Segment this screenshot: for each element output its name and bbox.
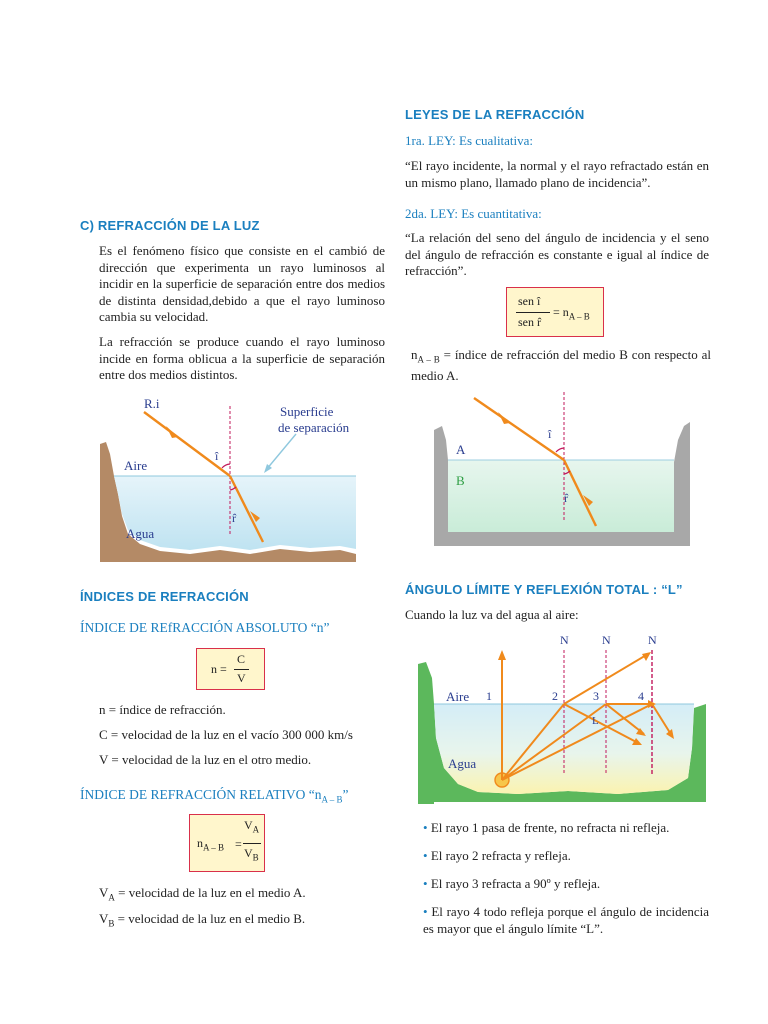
rhs-n: = n [553, 305, 569, 319]
fraction-bar [516, 312, 550, 313]
water-label: Agua [448, 756, 477, 771]
bullet-1 [423, 820, 709, 837]
angle-i-label: î [548, 427, 552, 441]
fraction-bar [234, 669, 249, 670]
n-sub: A – B [203, 842, 225, 853]
snell-den: sen r̂ [518, 315, 541, 329]
formula-den: V [237, 671, 246, 685]
bullet-text: El rayo 4 todo refleja porque el ángulo de incidencia es mayor que el ángulo límite “L”. [423, 904, 709, 936]
formula-relative [189, 814, 265, 872]
limite-heading: ÁNGULO LÍMITE Y REFLEXIÓN TOTAL : “L” [405, 582, 683, 597]
ray-number-2: 2 [552, 689, 558, 703]
vb-sub: B [252, 852, 259, 863]
medium-a-label: A [456, 442, 466, 457]
incident-ray [144, 412, 230, 476]
refraction-figure [100, 394, 360, 566]
relative-title-sub: A – B [321, 794, 343, 805]
ray-label: R.i [144, 396, 160, 411]
n-sub: A – B [417, 354, 440, 365]
arrow-head [264, 464, 272, 473]
arrow-head [498, 650, 506, 660]
total-reflection-figure [418, 628, 706, 804]
vb-symbol: V [99, 911, 109, 926]
formula-num: C [237, 652, 246, 666]
water-label: Agua [126, 526, 155, 541]
formula-rel-lhs [197, 836, 224, 852]
arrow-head [166, 426, 178, 438]
bullet-marker: • [423, 848, 428, 863]
air-label: Aire [446, 689, 470, 704]
n-ab-definition [411, 347, 711, 385]
relative-index-title [80, 787, 349, 805]
normal-label-1: N [560, 633, 569, 647]
va-symbol: V [99, 885, 109, 900]
n-symbol: n [197, 836, 203, 850]
n-symbol: n [411, 347, 418, 362]
def-v: V = velocidad de la luz en el otro medio. [99, 752, 312, 767]
angle-r-label: r̂ [232, 511, 236, 525]
law2-title: 2da. LEY: Es cuantitativa: [405, 206, 542, 221]
refraction-ab-figure [434, 390, 692, 548]
vb-text: = velocidad de la luz en el medio B. [117, 911, 306, 926]
law1-title: 1ra. LEY: Es cualitativa: [405, 133, 534, 148]
surface-label-1: Superficie [280, 404, 334, 419]
def-n: n = índice de refracción. [99, 702, 226, 717]
law2-text: “La relación del seno del ángulo de incidencia y el seno del ángulo de refracción es constante e igual al índice de refracción”. [405, 230, 709, 278]
n-ab-text: = índice de refracción del medio B con respecto al medio A. [411, 347, 711, 384]
section-c-heading: C) REFRACCIÓN DE LA LUZ [80, 218, 260, 233]
def-c: C = velocidad de la luz en el vacío 300 000 km/s [99, 727, 353, 742]
section-c-para1: Es el fenómeno físico que consiste en el cambió de dirección que experimenta un rayo luminosos al incidir en la superficie de separación entre dos medios de distinta densidad,debido a que el rayo luminoso cambia su velocidad. [99, 243, 385, 324]
relative-title-end: ” [342, 787, 349, 802]
arrow-head [498, 412, 510, 424]
limite-intro: Cuando la luz va del agua al aire: [405, 607, 579, 622]
angle-i-arc [556, 448, 564, 452]
medium-b-label: B [456, 473, 465, 488]
surface-label-2: de separación [278, 420, 350, 435]
v-symbol: V [244, 818, 253, 832]
bullet-2 [423, 848, 709, 865]
angle-r-label: r̂ [564, 491, 568, 505]
surface-pointer [266, 434, 296, 470]
bullet-text: El rayo 3 refracta a 90º y refleja. [430, 876, 601, 891]
normal-label-3: N [648, 633, 657, 647]
normal-label-2: N [602, 633, 611, 647]
snell-rhs [553, 305, 590, 321]
va-text: = velocidad de la luz en el medio A. [118, 885, 306, 900]
formula-absolute [196, 648, 265, 690]
ray-number-1: 1 [486, 689, 492, 703]
absolute-index-title: ÍNDICE DE REfRACCIÓN ABSOLUTO “n” [80, 620, 330, 635]
formula-rel-eq: = [235, 837, 242, 851]
leyes-heading: LEYES DE LA REFRACCIÓN [405, 107, 585, 122]
bullet-text: El rayo 1 pasa de frente, no refracta ni refleja. [430, 820, 670, 835]
vb-sub: B [108, 918, 115, 929]
angle-l-label: L [592, 715, 599, 727]
va-sub: A [252, 824, 260, 835]
bullet-4 [423, 904, 709, 937]
formula-lhs: n = [211, 662, 227, 676]
v-symbol: V [244, 846, 253, 860]
ray-number-3: 3 [593, 689, 599, 703]
snell-num: sen î [518, 294, 541, 308]
air-label: Aire [124, 458, 148, 473]
bullet-marker: • [423, 904, 428, 919]
relative-title-main: ÍNDICE DE REFRACCIÓN RELATIVO “n [80, 787, 322, 802]
section-c-para2: La refracción se produce cuando el rayo luminoso incide en forma oblicua a la superficie de separación entre dos medios distintos. [99, 334, 385, 382]
fraction-bar [243, 843, 261, 844]
medium-b [448, 460, 674, 532]
angle-i-label: î [215, 449, 219, 463]
def-vb [99, 911, 305, 932]
angle-i-arc [222, 464, 230, 468]
ray-number-4: 4 [638, 689, 644, 703]
indices-heading: ÍNDICES DE REFRACCIÓN [80, 589, 249, 604]
bullet-marker: • [423, 876, 428, 891]
va-sub: A [108, 892, 115, 903]
bullet-marker: • [423, 820, 428, 835]
def-va [99, 885, 306, 906]
formula-rel-num [244, 818, 259, 834]
formula-snell [506, 287, 604, 337]
bullet-3 [423, 876, 709, 893]
formula-rel-den [244, 846, 259, 862]
bullet-text: El rayo 2 refracta y refleja. [430, 848, 571, 863]
rhs-sub: A – B [568, 311, 590, 322]
law1-text: “El rayo incidente, la normal y el rayo refractado están en un mismo plano, llamado plano de incidencia”. [405, 158, 709, 190]
